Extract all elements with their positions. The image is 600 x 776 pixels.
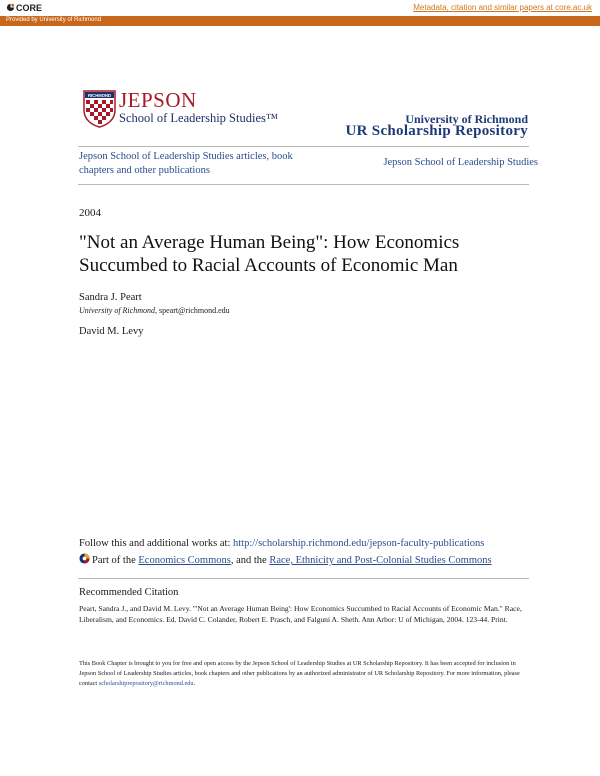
access-notice (79, 659, 524, 689)
author-email: speart@richmond.edu (158, 306, 230, 315)
and-the-text: , and the (230, 555, 267, 566)
core-header-bar (0, 0, 600, 16)
collection-link-left[interactable]: Jepson School of Leadership Studies articles, book chapters and other publications (79, 151, 293, 176)
author-affiliation: University of Richmond, speart@richmond.edu (79, 306, 230, 315)
contact-email-link[interactable]: scholarshiprepository@richmond.edu (98, 680, 194, 687)
core-metadata-link[interactable]: Metadata, citation and similar papers at core.ac.uk (413, 3, 592, 12)
author-name: Sandra J. Peart (79, 292, 142, 303)
recommended-citation-heading: Recommended Citation (79, 587, 179, 598)
notice-end: . (193, 680, 196, 687)
economics-commons-link[interactable]: Economics Commons (138, 555, 231, 566)
provided-by-bar (0, 16, 600, 26)
jepson-subtitle: School of Leadership Studies™ (119, 111, 279, 125)
network-commons-icon (79, 553, 90, 564)
divider-citation (78, 578, 529, 579)
richmond-shield-icon (83, 90, 116, 128)
svg-text:RICHMOND: RICHMOND (87, 93, 112, 98)
race-ethnicity-commons-link[interactable]: Race, Ethnicity and Post-Colonial Studies Commons (269, 555, 492, 566)
citation-text: Peart, Sandra J., and David M. Levy. "'Not an Average Human Being': How Economics Succumbed to Racial Accounts of Economic Man." Race, Liberalism, and Economics. Ed. David C. Colander, Robert E. Prasch, and Falguni A. Sheth. Ann Arbor: U of Michigan, 2004. 123-44. Print. (79, 604, 522, 624)
work-title: "Not an Average Human Being": How Economics Succumbed to Racial Accounts of Economic Man (79, 232, 460, 276)
collection-link-right[interactable]: Jepson School of Leadership Studies (383, 157, 538, 168)
jepson-wordmark: JEPSON (119, 88, 197, 112)
part-of-line (79, 553, 492, 566)
divider-collections (78, 184, 529, 185)
university-name: University of Richmond (405, 112, 528, 126)
affiliation-name: University of Richmond (79, 306, 155, 315)
core-logo-icon (6, 3, 15, 12)
access-notice-text: This Book Chapter is brought to you for free and open access by the Jepson School of Leadership Studies at UR Scholarship Repository. It has been accepted for inclusion in Jepson School of Leadership Studies articles, book chapters and other publications by an authorized administrator of UR Scholarship Repository. For more information, please contact (79, 660, 520, 687)
author-name: David M. Levy (79, 326, 144, 337)
part-of-label: Part of the (92, 555, 136, 566)
follow-url-link[interactable]: http://scholarship.richmond.edu/jepson-faculty-publications (233, 538, 485, 549)
core-logo-text: CORE (16, 3, 43, 13)
core-logo[interactable] (6, 3, 42, 13)
provided-by-text: Provided by University of Richmond (6, 17, 102, 23)
repository-name: UR Scholarship Repository (345, 123, 528, 139)
divider-top (78, 146, 529, 147)
jepson-logo (83, 90, 298, 130)
follow-line (79, 538, 484, 549)
follow-label: Follow this and additional works at: (79, 538, 231, 549)
publication-year: 2004 (79, 207, 101, 219)
